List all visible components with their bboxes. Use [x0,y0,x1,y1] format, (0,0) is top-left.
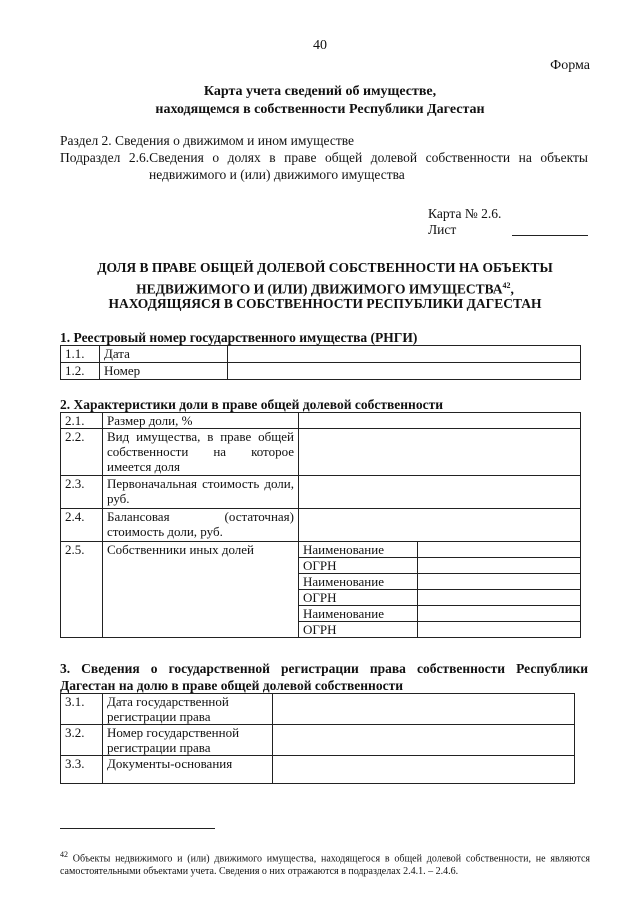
table-row [61,542,581,558]
table-row [61,694,575,725]
value-cell[interactable] [273,694,575,725]
value-cell[interactable] [228,346,581,363]
footnote-separator [60,828,215,829]
registration-table [60,693,575,784]
rngi-table [60,345,581,380]
row-number: 1.1. [61,346,100,363]
card-number: Карта № 2.6. [428,206,502,221]
document-title-line2: находящемся в собственности Республики Дагестан [155,102,485,117]
row-number: 2.4. [61,509,103,542]
value-cell[interactable] [273,725,575,756]
subsection-line2: недвижимого и (или) движимого имущества [149,167,405,182]
value-cell[interactable] [299,429,581,476]
footnote-text: Объекты недвижимого и (или) движимого имущества, находящегося в общей долевой собственности, не являются самостоятельными объектами учета. Сведения о них отражаются в подразделах 2.4.1. – 2.4.6. [60,853,590,878]
owner-field-value[interactable] [418,590,581,606]
table-row [61,363,581,380]
row-number: 3.2. [61,725,103,756]
table-row [61,346,581,363]
value-cell[interactable] [299,509,581,542]
table-row [61,756,575,784]
owner-field-value[interactable] [418,622,581,638]
owner-field-label: Наименование [299,606,418,622]
row-number: 3.3. [61,756,103,784]
row-number: 3.1. [61,694,103,725]
table3-title-line1: 3. Сведения о государственной регистрации права собственности Республики [60,661,588,676]
page-number: 40 [313,38,327,53]
table-row [61,429,581,476]
row-label: Балансовая (остаточная) стоимость доли, руб. [103,509,299,542]
section-label: Раздел 2. Сведения о движимом и ином имуществе [60,133,355,148]
owner-field-label: ОГРН [299,558,418,574]
owner-field-value[interactable] [418,606,581,622]
value-cell[interactable] [273,756,575,784]
row-label: Вид имущества, в праве общей собственности на которое имеется доля [103,429,299,476]
share-characteristics-table [60,412,581,638]
card-sheet-label: Лист [428,222,457,237]
card-heading-line3: НАХОДЯЩЯЯСЯ В СОБСТВЕННОСТИ РЕСПУБЛИКИ ДАГЕСТАН [108,296,542,311]
row-number: 2.3. [61,476,103,509]
row-label: Дата государственной регистрации права [103,694,273,725]
row-number: 2.1. [61,413,103,429]
row-label: Собственники иных долей [103,542,299,638]
row-label: Номер [100,363,228,380]
row-label: Документы-основания [103,756,273,784]
owner-field-label: ОГРН [299,622,418,638]
footnote-mark: 42 [60,850,68,859]
table-row [61,476,581,509]
form-label: Форма [550,58,590,73]
row-label: Размер доли, % [103,413,299,429]
owner-field-value[interactable] [418,574,581,590]
footnote-ref: 42 [502,281,511,290]
row-number: 2.5. [61,542,103,638]
row-label: Дата [100,346,228,363]
table-row [61,509,581,542]
table1-title: 1. Реестровый номер государственного имущества (РНГИ) [60,330,418,345]
row-number: 2.2. [61,429,103,476]
owner-field-label: Наименование [299,574,418,590]
table3-title-line2: Дагестан на долю в праве общей долевой собственности [60,678,403,693]
value-cell[interactable] [299,476,581,509]
footnote [60,848,590,878]
card-heading-line1: ДОЛЯ В ПРАВЕ ОБЩЕЙ ДОЛЕВОЙ СОБСТВЕННОСТИ НА ОБЪЕКТЫ [97,260,553,275]
owner-field-label: ОГРН [299,590,418,606]
table-row [61,725,575,756]
value-cell[interactable] [299,413,581,429]
owner-field-label: Наименование [299,542,418,558]
row-number: 1.2. [61,363,100,380]
row-label: Номер государственной регистрации права [103,725,273,756]
row-label: Первоначальная стоимость доли, руб. [103,476,299,509]
document-title-line1: Карта учета сведений об имуществе, [203,84,437,99]
sheet-number-line [512,235,588,236]
table2-title: 2. Характеристики доли в праве общей долевой собственности [60,397,443,412]
subsection-line1: Подраздел 2.6.Сведения о долях в праве общей долевой собственности на объекты [60,150,588,165]
owner-field-value[interactable] [418,542,581,558]
owner-field-value[interactable] [418,558,581,574]
card-heading-line2: НЕДВИЖИМОГО И (ИЛИ) ДВИЖИМОГО ИМУЩЕСТВА$^{42}$, [136,281,514,297]
table-row [61,413,581,429]
value-cell[interactable] [228,363,581,380]
